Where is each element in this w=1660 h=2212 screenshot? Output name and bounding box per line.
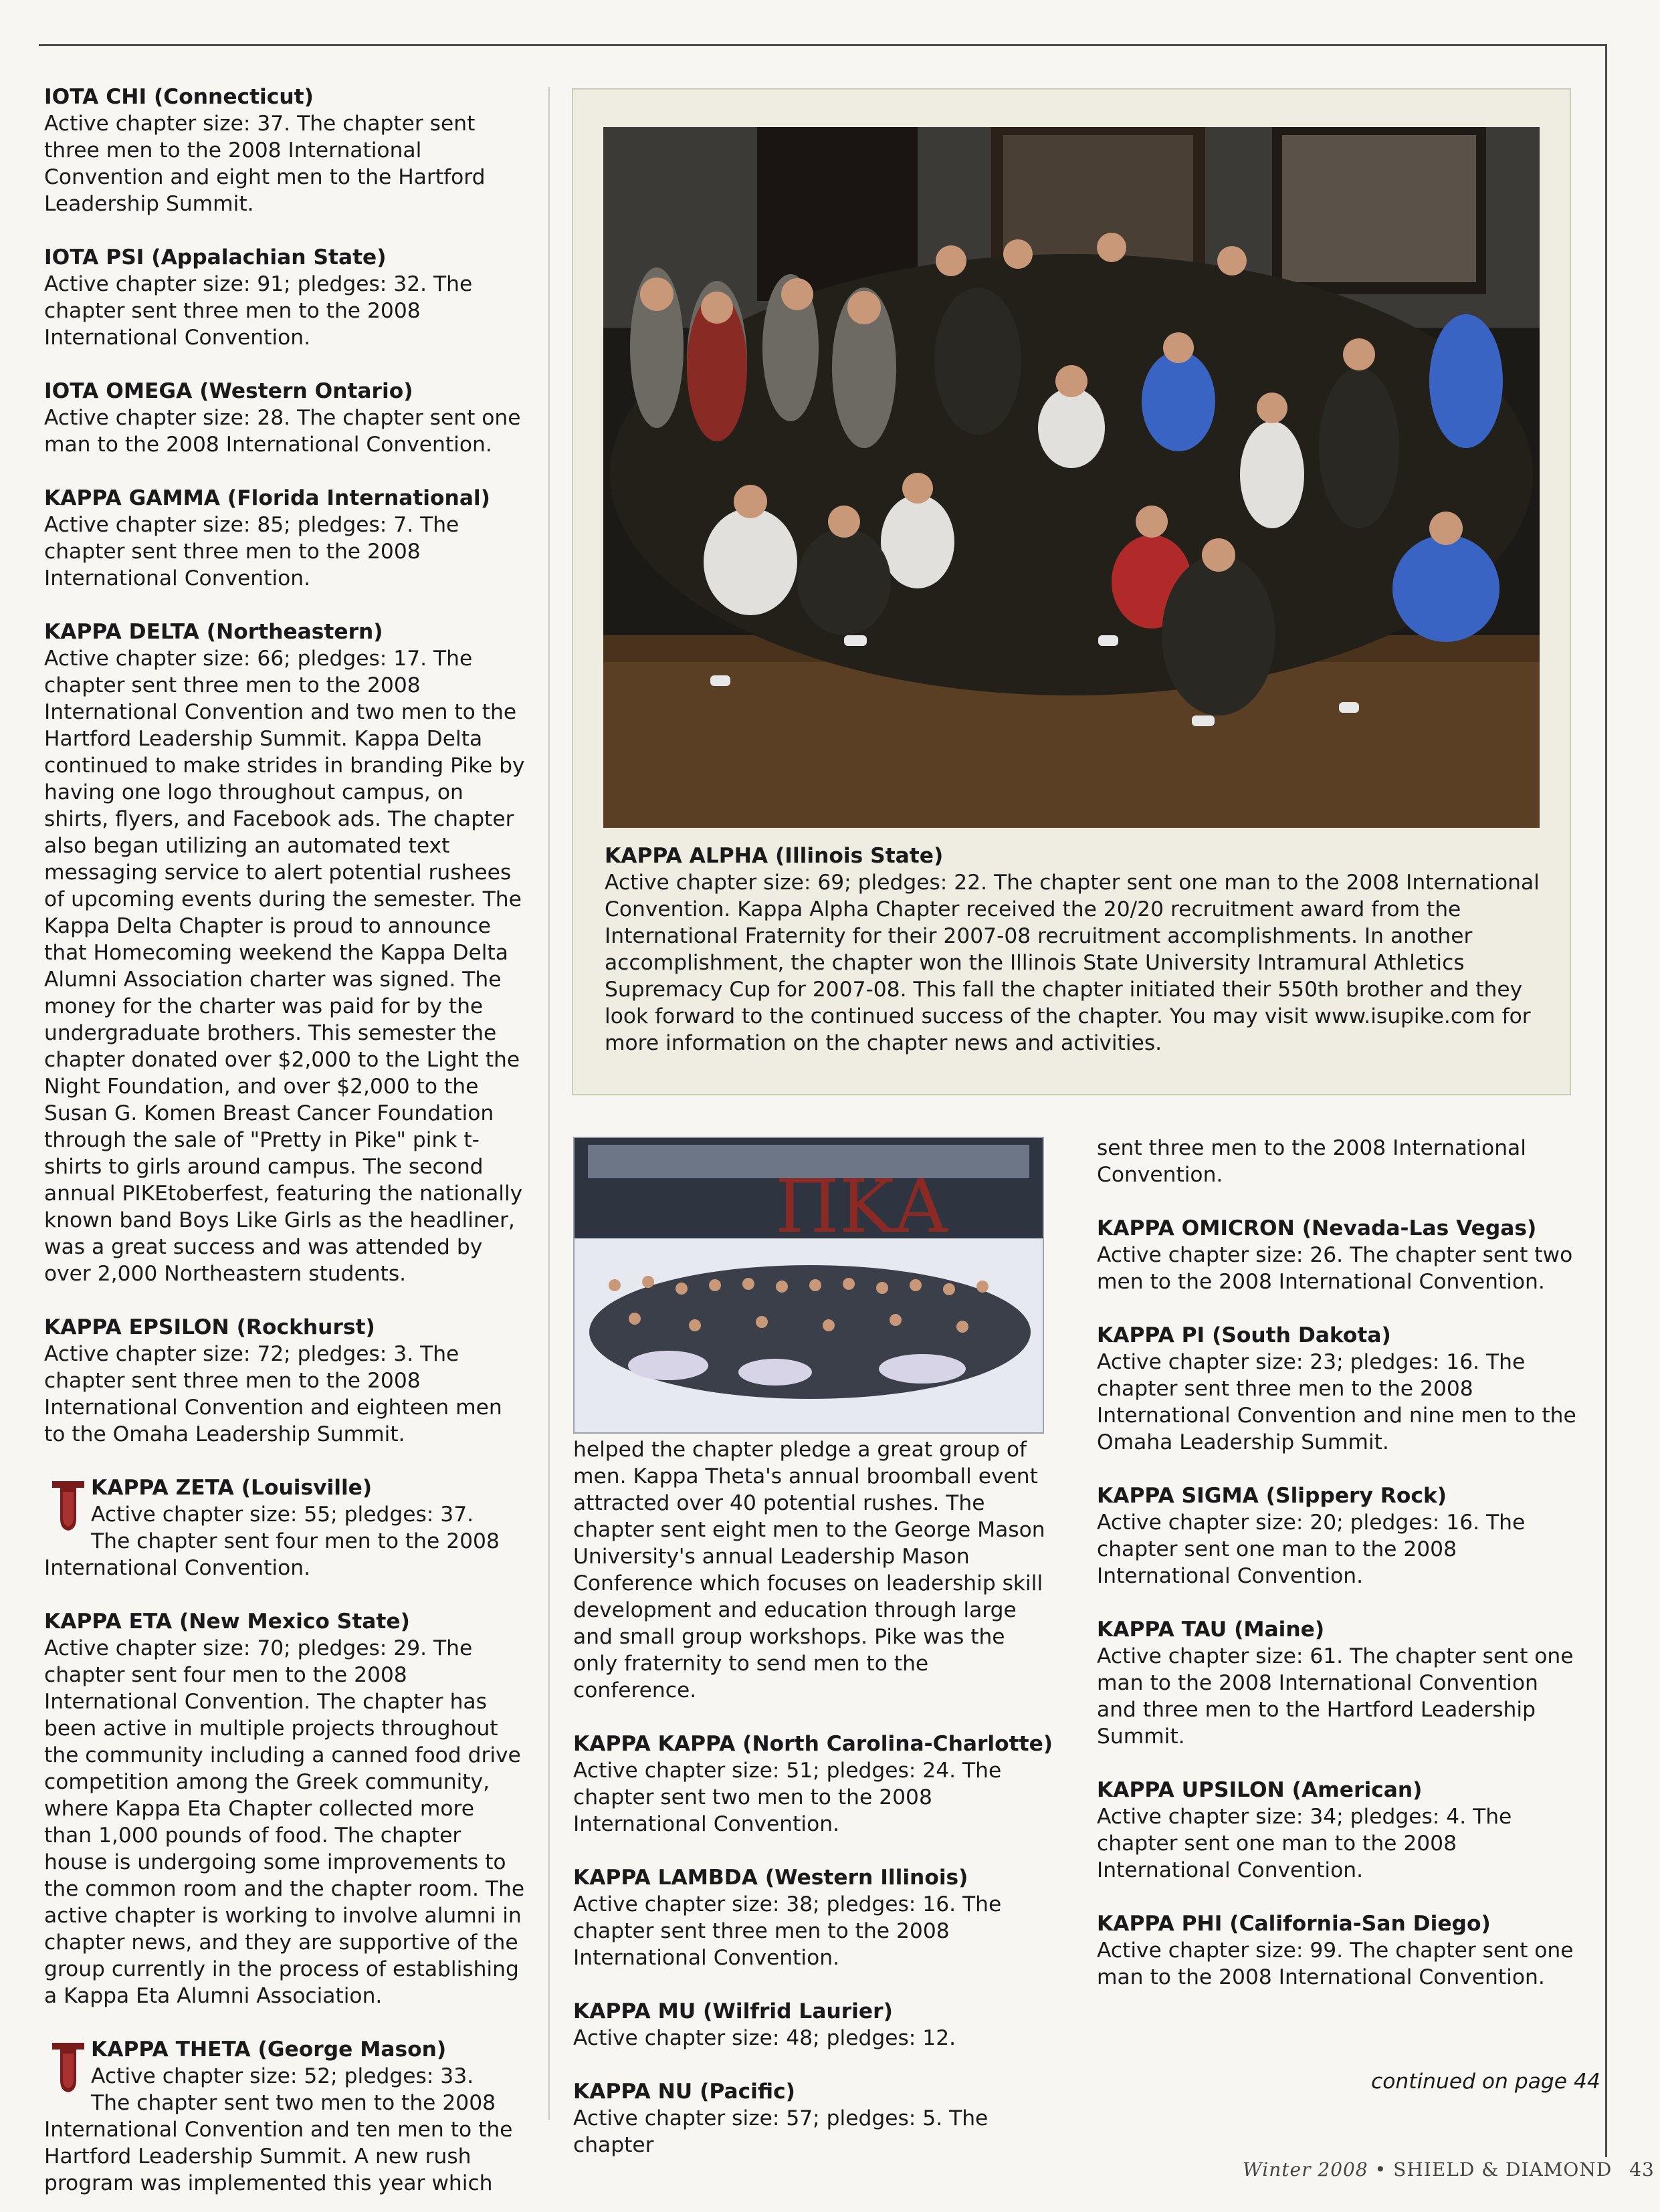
- chapter-title: KAPPA OMICRON (Nevada-Las Vegas): [1097, 1216, 1537, 1240]
- chapter-entry: [44, 244, 526, 351]
- group-photo-illustration: [603, 127, 1540, 828]
- chapter-title: KAPPA MU (Wilfrid Laurier): [573, 1999, 893, 2023]
- chapter-body: Active chapter size: 70; pledges: 29. The chapter sent four men to the 2008 International Convention. The chapter has been active in multiple projects throughout the community including a canned food drive competition among the Greek community, where Kappa Eta Chapter collected more than 1,000 pounds of food. The chapter house is undergoing some improvements to the common room and the chapter room. The active chapter is working to involve alumni in chapter news, and they are supportive of the group currently in the process of establishing a Kappa Eta Alumni Association.: [44, 1636, 525, 2008]
- chapter-title: KAPPA SIGMA (Slippery Rock): [1097, 1484, 1447, 1508]
- continued-on-page-note: continued on page 44: [1371, 2070, 1600, 2094]
- chapter-title: KAPPA ZETA (Louisville): [91, 1476, 373, 1500]
- chapter-title: KAPPA KAPPA (North Carolina-Charlotte): [573, 1732, 1053, 1756]
- issue-date: Winter 2008: [1243, 2159, 1368, 2181]
- chapter-body: Active chapter size: 91; pledges: 32. The chapter sent three men to the 2008 International Convention.: [44, 272, 473, 350]
- chapter-title: KAPPA LAMBDA (Western Illinois): [573, 1866, 968, 1890]
- footer-separator: •: [1374, 2159, 1387, 2181]
- chapter-body: Active chapter size: 72; pledges: 3. The chapter sent three men to the 2008 International Convention and eighteen men to the Omaha Leadership Summit.: [44, 1342, 502, 1446]
- chapter-body-first-line: Active chapter size: 52; pledges: 33.: [91, 2064, 474, 2088]
- chapter-entry-kappa-zeta: [44, 1474, 526, 1581]
- chapter-body: Active chapter size: 51; pledges: 24. The chapter sent two men to the 2008 International Convention.: [573, 1759, 1002, 1836]
- page-footer: [1243, 2159, 1655, 2181]
- chapter-entry: [1097, 1322, 1578, 1456]
- chapter-entry: [573, 1731, 1055, 1838]
- chapter-title: KAPPA DELTA (Northeastern): [44, 620, 383, 644]
- continuation-text: sent three men to the 2008 International Convention.: [1097, 1136, 1526, 1187]
- chapter-entry-kappa-theta: [44, 2036, 526, 2197]
- left-column: [44, 84, 526, 2197]
- continuation-text: helped the chapter pledge a great group of men. Kappa Theta's annual broomball event attracted over 40 potential rushes. The chapter sent eight men to the George Mason University's annual Leadership Mason Conference which focuses on leadership skill development and education through large and small group workshops. Pike was the only fraternity to send men to the conference.: [573, 1438, 1045, 1702]
- chapter-title: KAPPA THETA (George Mason): [91, 2037, 447, 2062]
- chapter-body: Active chapter size: 20; pledges: 16. The chapter sent one man to the 2008 International Convention.: [1097, 1511, 1526, 1588]
- chapter-body: Active chapter size: 99. The chapter sent one man to the 2008 International Convention.: [1097, 1939, 1574, 1989]
- page-number: 43: [1629, 2159, 1655, 2181]
- chapter-title: KAPPA TAU (Maine): [1097, 1618, 1325, 1642]
- ice-rink-photo: [573, 1137, 1044, 1434]
- chapter-title: KAPPA UPSILON (American): [1097, 1778, 1423, 1802]
- greek-letters-sculpture: ΠΚΑ: [775, 1164, 948, 1249]
- chapter-body: Active chapter size: 57; pledges: 5. The chapter: [573, 2106, 989, 2157]
- chapter-title: KAPPA NU (Pacific): [573, 2080, 795, 2104]
- chapter-body: Active chapter size: 37. The chapter sent three men to the 2008 International Convention and eight men to the Hartford Leadership Summit.: [44, 112, 486, 216]
- chapter-body: Active chapter size: 85; pledges: 7. The chapter sent three men to the 2008 International Convention.: [44, 513, 459, 590]
- chapter-body: Active chapter size: 61. The chapter sent one man to the 2008 International Convention and three men to the Hartford Leadership Summit.: [1097, 1644, 1574, 1749]
- chapter-title: IOTA PSI (Appalachian State): [44, 245, 387, 269]
- chapter-title: IOTA CHI (Connecticut): [44, 85, 314, 109]
- chapter-body: Active chapter size: 34; pledges: 4. The chapter sent one man to the 2008 International Convention.: [1097, 1805, 1512, 1882]
- chapter-entry: [44, 1314, 526, 1448]
- chapter-entry: [1097, 1910, 1578, 1991]
- right-column: [1097, 1135, 1578, 2017]
- caption-title: KAPPA ALPHA (Illinois State): [605, 844, 944, 868]
- chapter-entry: [573, 1998, 1055, 2052]
- chapter-body: The chapter sent two men to the 2008 International Convention and ten men to the Hartford Leadership Summit. A new rush program was implemented this year which: [44, 2091, 513, 2195]
- photo-caption: [605, 843, 1541, 1057]
- top-rule: [39, 44, 1606, 46]
- caption-body: Active chapter size: 69; pledges: 22. The chapter sent one man to the 2008 International Convention. Kappa Alpha Chapter received the 20/20 recruitment award from the International Fraternity for their 2007-08 recruitment accomplishments. In another accomplishment, the chapter won the Illinois State University Intramural Athletics Supremacy Cup for 2007-08. This fall the chapter initiated their 550th brother and they look forward to the continued success of the chapter. You may visit www.isupike.com for more information on the chapter news and activities.: [605, 871, 1540, 1055]
- chapter-entry: [44, 378, 526, 458]
- chapter-title: KAPPA GAMMA (Florida International): [44, 486, 490, 510]
- chapter-body: Active chapter size: 23; pledges: 16. The chapter sent three men to the 2008 International Convention and nine men to the Omaha Leadership Summit.: [1097, 1350, 1576, 1454]
- chapter-entry: [44, 1608, 526, 2009]
- chapter-entry: [1097, 1777, 1578, 1884]
- crest-icon: [49, 2040, 87, 2094]
- group-photo: [603, 127, 1540, 828]
- chapter-title: KAPPA PHI (California-San Diego): [1097, 1912, 1491, 1936]
- chapter-title: KAPPA EPSILON (Rockhurst): [44, 1315, 375, 1339]
- chapter-entry: [44, 84, 526, 217]
- chapter-title: IOTA OMEGA (Western Ontario): [44, 379, 413, 403]
- chapter-entry: [1097, 1616, 1578, 1750]
- chapter-entry: [573, 2078, 1055, 2159]
- chapter-body: Active chapter size: 26. The chapter sent two men to the 2008 International Convention.: [1097, 1243, 1573, 1294]
- chapter-body: Active chapter size: 48; pledges: 12.: [573, 2026, 956, 2050]
- middle-column: [573, 1436, 1055, 2159]
- chapter-body: The chapter sent four men to the 2008 International Convention.: [44, 1529, 500, 1580]
- ice-rink-illustration: [575, 1138, 1044, 1434]
- chapter-entry: [44, 485, 526, 592]
- crest-icon: [49, 1478, 87, 1532]
- photo-feature-box: [572, 88, 1571, 1095]
- chapter-body: Active chapter size: 28. The chapter sent one man to the 2008 International Convention.: [44, 406, 521, 457]
- chapter-body-first-line: Active chapter size: 55; pledges: 37.: [91, 1503, 474, 1527]
- chapter-title: KAPPA PI (South Dakota): [1097, 1323, 1391, 1347]
- chapter-entry: [44, 619, 526, 1287]
- chapter-body: Active chapter size: 66; pledges: 17. The chapter sent three men to the 2008 International Convention and two men to the Hartford Leadership Summit. Kappa Delta continued to make strides in branding Pike by having one logo throughout campus, on shirts, flyers, and Facebook ads. The chapter also began utilizing an automated text messaging service to alert potential rushees of upcoming events during the semester. The Kappa Delta Chapter is proud to announce that Homecoming weekend the Kappa Delta Alumni Association charter was signed. The money for the charter was paid for by the undergraduate brothers. This semester the chapter donated over $2,000 to the Light the Night Foundation, and over $2,000 to the Susan G. Komen Breast Cancer Foundation through the sale of "Pretty in Pike" pink t-shirts to girls around campus. The second annual PIKEtoberfest, featuring the nationally known band Boys Like Girls as the headliner, was a great success and was attended by over 2,000 Northeastern students.: [44, 647, 525, 1286]
- column-divider: [548, 87, 550, 2120]
- chapter-body: Active chapter size: 38; pledges: 16. The chapter sent three men to the 2008 International Convention.: [573, 1892, 1002, 1970]
- magazine-name: SHIELD & DIAMOND: [1393, 2159, 1613, 2181]
- right-rule: [1605, 44, 1607, 2157]
- chapter-entry: [1097, 1482, 1578, 1589]
- chapter-entry: [1097, 1215, 1578, 1295]
- chapter-entry: [573, 1864, 1055, 1971]
- chapter-title: KAPPA ETA (New Mexico State): [44, 1610, 410, 1634]
